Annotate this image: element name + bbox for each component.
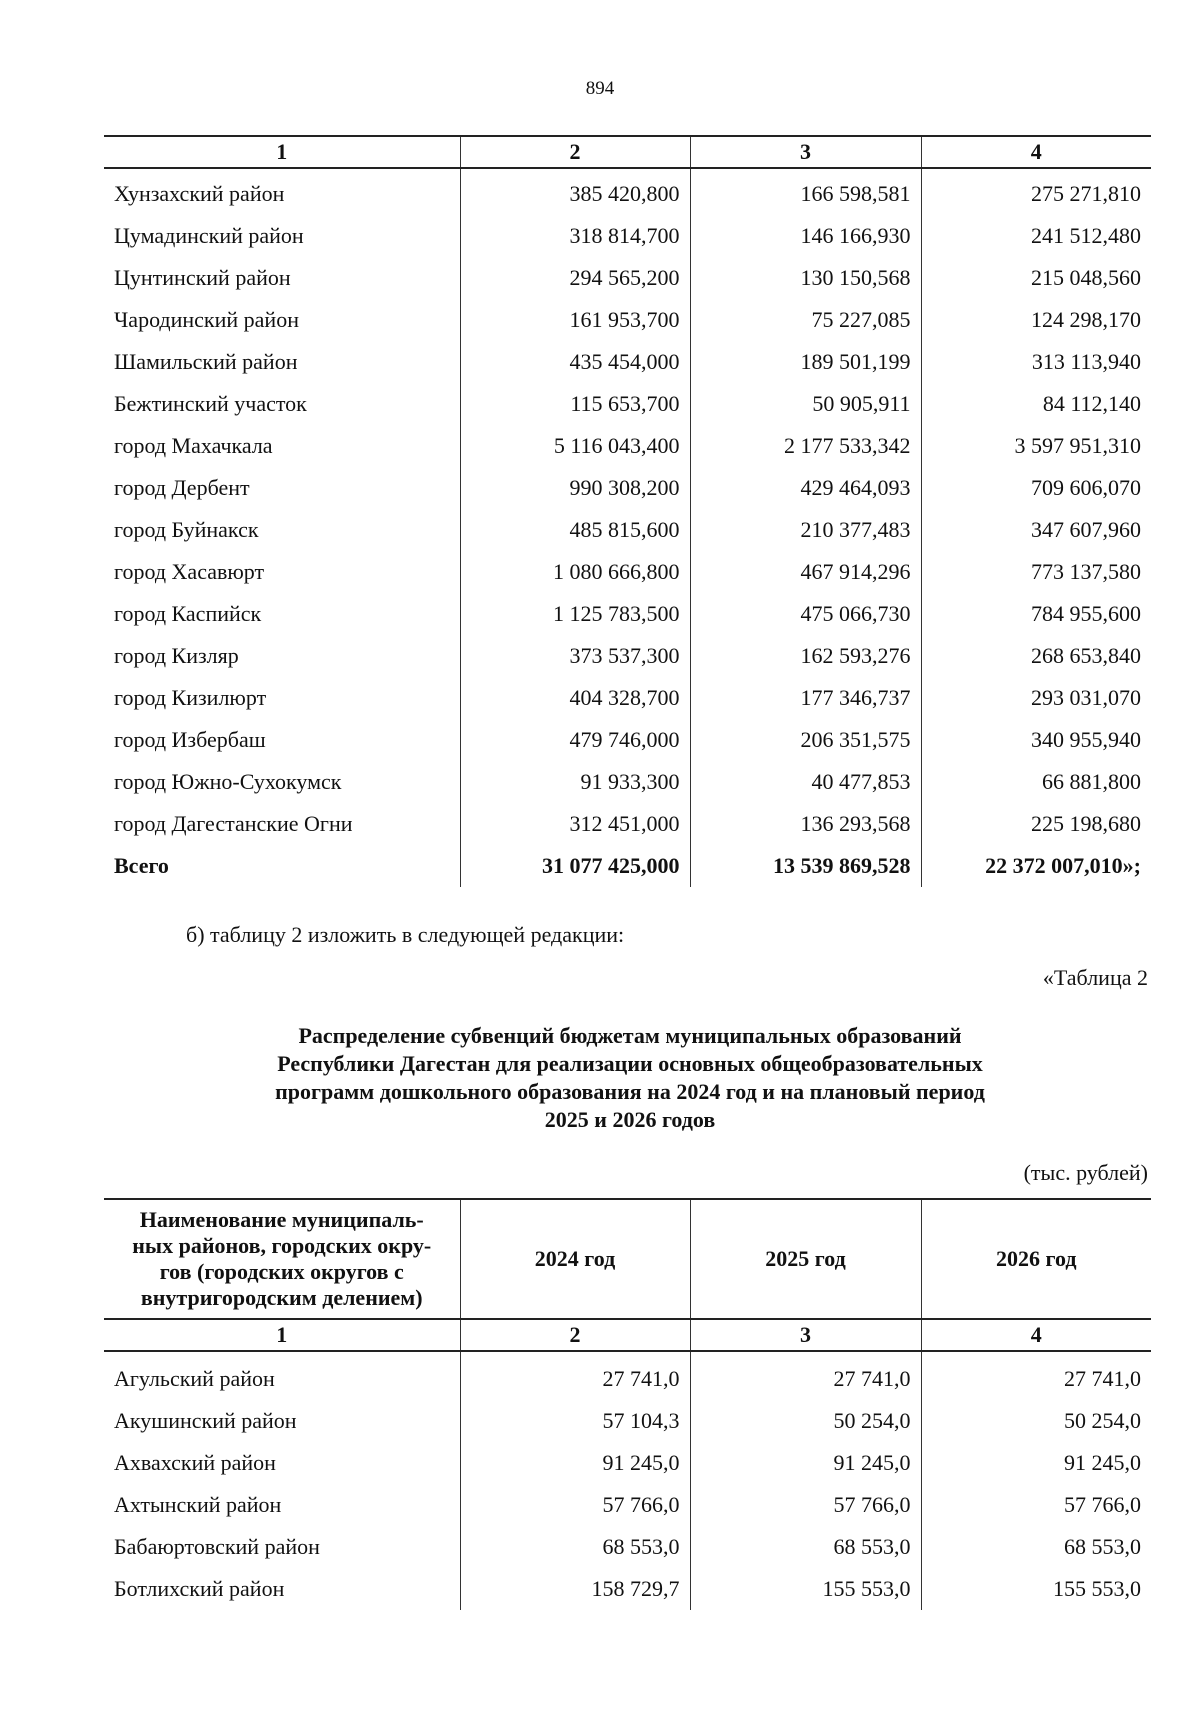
amendment-paragraph: б) таблицу 2 изложить в следующей редакции: xyxy=(186,922,625,947)
table-row xyxy=(104,467,1151,509)
table-row xyxy=(104,341,1151,383)
amount-cell: 347 607,960 xyxy=(921,509,1151,551)
amount-cell: 467 914,296 xyxy=(690,551,921,593)
amount-cell: 709 606,070 xyxy=(921,467,1151,509)
table-row xyxy=(104,299,1151,341)
table-row xyxy=(104,593,1151,635)
amount-cell: 27 741,0 xyxy=(460,1351,690,1400)
municipality-name: город Махачкала xyxy=(114,433,273,458)
amount-cell: 13 539 869,528 xyxy=(690,845,921,887)
table-row xyxy=(104,803,1151,845)
amount-cell: 50 254,0 xyxy=(921,1400,1151,1442)
column-number: 4 xyxy=(921,1319,1151,1351)
table-row xyxy=(104,1568,1151,1610)
amount-cell: 215 048,560 xyxy=(921,257,1151,299)
amount-cell: 40 477,853 xyxy=(690,761,921,803)
municipality-name: Бежтинский участок xyxy=(114,391,307,416)
amount-cell: 68 553,0 xyxy=(460,1526,690,1568)
amount-cell: 57 766,0 xyxy=(921,1484,1151,1526)
amount-cell: 22 372 007,010»; xyxy=(921,845,1151,887)
column-number: 1 xyxy=(104,1319,460,1351)
municipality-name: Ботлихский район xyxy=(114,1576,285,1601)
amount-cell: 91 245,0 xyxy=(460,1442,690,1484)
amount-cell: 66 881,800 xyxy=(921,761,1151,803)
title-line: Республики Дагестан для реализации основных общеобразовательных xyxy=(277,1051,983,1076)
amount-cell: 479 746,000 xyxy=(460,719,690,761)
header-municipality xyxy=(104,1199,460,1319)
header-line: Наименование муниципаль- xyxy=(139,1207,424,1232)
table-row xyxy=(104,1442,1151,1484)
table-row xyxy=(104,168,1151,215)
amount-cell: 57 766,0 xyxy=(460,1484,690,1526)
column-number-row xyxy=(104,136,1151,168)
amount-cell: 162 593,276 xyxy=(690,635,921,677)
table-row xyxy=(104,509,1151,551)
amount-cell: 130 150,568 xyxy=(690,257,921,299)
amount-cell: 5 116 043,400 xyxy=(460,425,690,467)
municipality-name: город Кизилюрт xyxy=(114,685,267,710)
header-line: внутригородским делением) xyxy=(140,1285,423,1310)
column-number-row xyxy=(104,1319,1151,1351)
total-row xyxy=(104,845,1151,887)
amount-cell: 31 077 425,000 xyxy=(460,845,690,887)
amount-cell: 340 955,940 xyxy=(921,719,1151,761)
amount-cell: 68 553,0 xyxy=(921,1526,1151,1568)
table-title xyxy=(150,1022,1110,1134)
amount-cell: 158 729,7 xyxy=(460,1568,690,1610)
page-number: 894 xyxy=(585,78,615,99)
municipality-name: город Дагестанские Огни xyxy=(114,811,353,836)
amount-cell: 475 066,730 xyxy=(690,593,921,635)
amount-cell: 27 741,0 xyxy=(690,1351,921,1400)
amount-cell: 275 271,810 xyxy=(921,168,1151,215)
table-row xyxy=(104,425,1151,467)
municipality-name: Агульский район xyxy=(114,1366,275,1391)
amount-cell: 1 125 783,500 xyxy=(460,593,690,635)
table-row xyxy=(104,215,1151,257)
table-row xyxy=(104,1526,1151,1568)
amount-cell: 91 245,0 xyxy=(690,1442,921,1484)
amount-cell: 50 254,0 xyxy=(690,1400,921,1442)
amount-cell: 136 293,568 xyxy=(690,803,921,845)
amount-cell: 784 955,600 xyxy=(921,593,1151,635)
municipality-name: Ахтынский район xyxy=(114,1492,282,1517)
table-row xyxy=(104,1351,1151,1400)
column-number: 1 xyxy=(104,136,460,168)
column-number: 3 xyxy=(690,1319,921,1351)
municipality-name: город Буйнакск xyxy=(114,517,259,542)
title-line: 2025 и 2026 годов xyxy=(544,1107,716,1132)
header-2026: 2026 год xyxy=(921,1199,1151,1319)
units-label: (тыс. рублей) xyxy=(1023,1160,1148,1185)
amount-cell: 57 766,0 xyxy=(690,1484,921,1526)
municipality-name: Цунтинский район xyxy=(114,265,291,290)
amount-cell: 166 598,581 xyxy=(690,168,921,215)
amount-cell: 429 464,093 xyxy=(690,467,921,509)
table-row xyxy=(104,1400,1151,1442)
amount-cell: 146 166,930 xyxy=(690,215,921,257)
amount-cell: 318 814,700 xyxy=(460,215,690,257)
table-row xyxy=(104,719,1151,761)
amount-cell: 206 351,575 xyxy=(690,719,921,761)
title-line: программ дошкольного образования на 2024 год и на плановый период xyxy=(275,1079,985,1104)
municipality-name: Всего xyxy=(114,853,169,878)
table-row xyxy=(104,383,1151,425)
amount-cell: 313 113,940 xyxy=(921,341,1151,383)
municipality-name: Цумадинский район xyxy=(114,223,304,248)
amount-cell: 155 553,0 xyxy=(921,1568,1151,1610)
amount-cell: 225 198,680 xyxy=(921,803,1151,845)
amount-cell: 50 905,911 xyxy=(690,383,921,425)
municipality-name: Хунзахский район xyxy=(114,181,285,206)
table-row xyxy=(104,257,1151,299)
title-line: Распределение субвенций бюджетам муниципальных образований xyxy=(298,1023,962,1048)
municipality-name: Чародинский район xyxy=(114,307,299,332)
table-row xyxy=(104,761,1151,803)
column-number: 2 xyxy=(460,1319,690,1351)
municipality-name: Бабаюртовский район xyxy=(114,1534,320,1559)
amount-cell: 91 933,300 xyxy=(460,761,690,803)
amount-cell: 3 597 951,310 xyxy=(921,425,1151,467)
municipality-name: Шамильский район xyxy=(114,349,298,374)
table-row xyxy=(104,1484,1151,1526)
amount-cell: 773 137,580 xyxy=(921,551,1151,593)
amount-cell: 1 080 666,800 xyxy=(460,551,690,593)
column-number: 3 xyxy=(690,136,921,168)
amount-cell: 68 553,0 xyxy=(690,1526,921,1568)
amount-cell: 57 104,3 xyxy=(460,1400,690,1442)
municipality-name: Акушинский район xyxy=(114,1408,297,1433)
amount-cell: 268 653,840 xyxy=(921,635,1151,677)
municipality-name: город Южно-Сухокумск xyxy=(114,769,342,794)
amount-cell: 27 741,0 xyxy=(921,1351,1151,1400)
amount-cell: 155 553,0 xyxy=(690,1568,921,1610)
table-1-continuation xyxy=(104,135,1151,887)
municipality-name: Ахвахский район xyxy=(114,1450,276,1475)
amount-cell: 189 501,199 xyxy=(690,341,921,383)
amount-cell: 990 308,200 xyxy=(460,467,690,509)
header-2025: 2025 год xyxy=(690,1199,921,1319)
municipality-name: город Избербаш xyxy=(114,727,266,752)
table-row xyxy=(104,635,1151,677)
amount-cell: 435 454,000 xyxy=(460,341,690,383)
municipality-name: город Кизляр xyxy=(114,643,239,668)
amount-cell: 293 031,070 xyxy=(921,677,1151,719)
amount-cell: 115 653,700 xyxy=(460,383,690,425)
header-line: гов (городских округов с xyxy=(159,1259,404,1284)
header-row xyxy=(104,1199,1151,1319)
header-2024: 2024 год xyxy=(460,1199,690,1319)
amount-cell: 91 245,0 xyxy=(921,1442,1151,1484)
column-number: 2 xyxy=(460,136,690,168)
municipality-name: город Хасавюрт xyxy=(114,559,265,584)
amount-cell: 385 420,800 xyxy=(460,168,690,215)
amount-cell: 241 512,480 xyxy=(921,215,1151,257)
amount-cell: 485 815,600 xyxy=(460,509,690,551)
amount-cell: 84 112,140 xyxy=(921,383,1151,425)
amount-cell: 404 328,700 xyxy=(460,677,690,719)
amount-cell: 294 565,200 xyxy=(460,257,690,299)
amount-cell: 161 953,700 xyxy=(460,299,690,341)
table-label: «Таблица 2 xyxy=(1042,965,1148,990)
amount-cell: 312 451,000 xyxy=(460,803,690,845)
amount-cell: 124 298,170 xyxy=(921,299,1151,341)
column-number: 4 xyxy=(921,136,1151,168)
amount-cell: 373 537,300 xyxy=(460,635,690,677)
header-line: ных районов, городских окру- xyxy=(132,1233,432,1258)
amount-cell: 2 177 533,342 xyxy=(690,425,921,467)
table-row xyxy=(104,677,1151,719)
municipality-name: город Дербент xyxy=(114,475,250,500)
municipality-name: город Каспийск xyxy=(114,601,262,626)
amount-cell: 177 346,737 xyxy=(690,677,921,719)
amount-cell: 210 377,483 xyxy=(690,509,921,551)
table-2 xyxy=(104,1198,1151,1610)
amount-cell: 75 227,085 xyxy=(690,299,921,341)
table-row xyxy=(104,551,1151,593)
